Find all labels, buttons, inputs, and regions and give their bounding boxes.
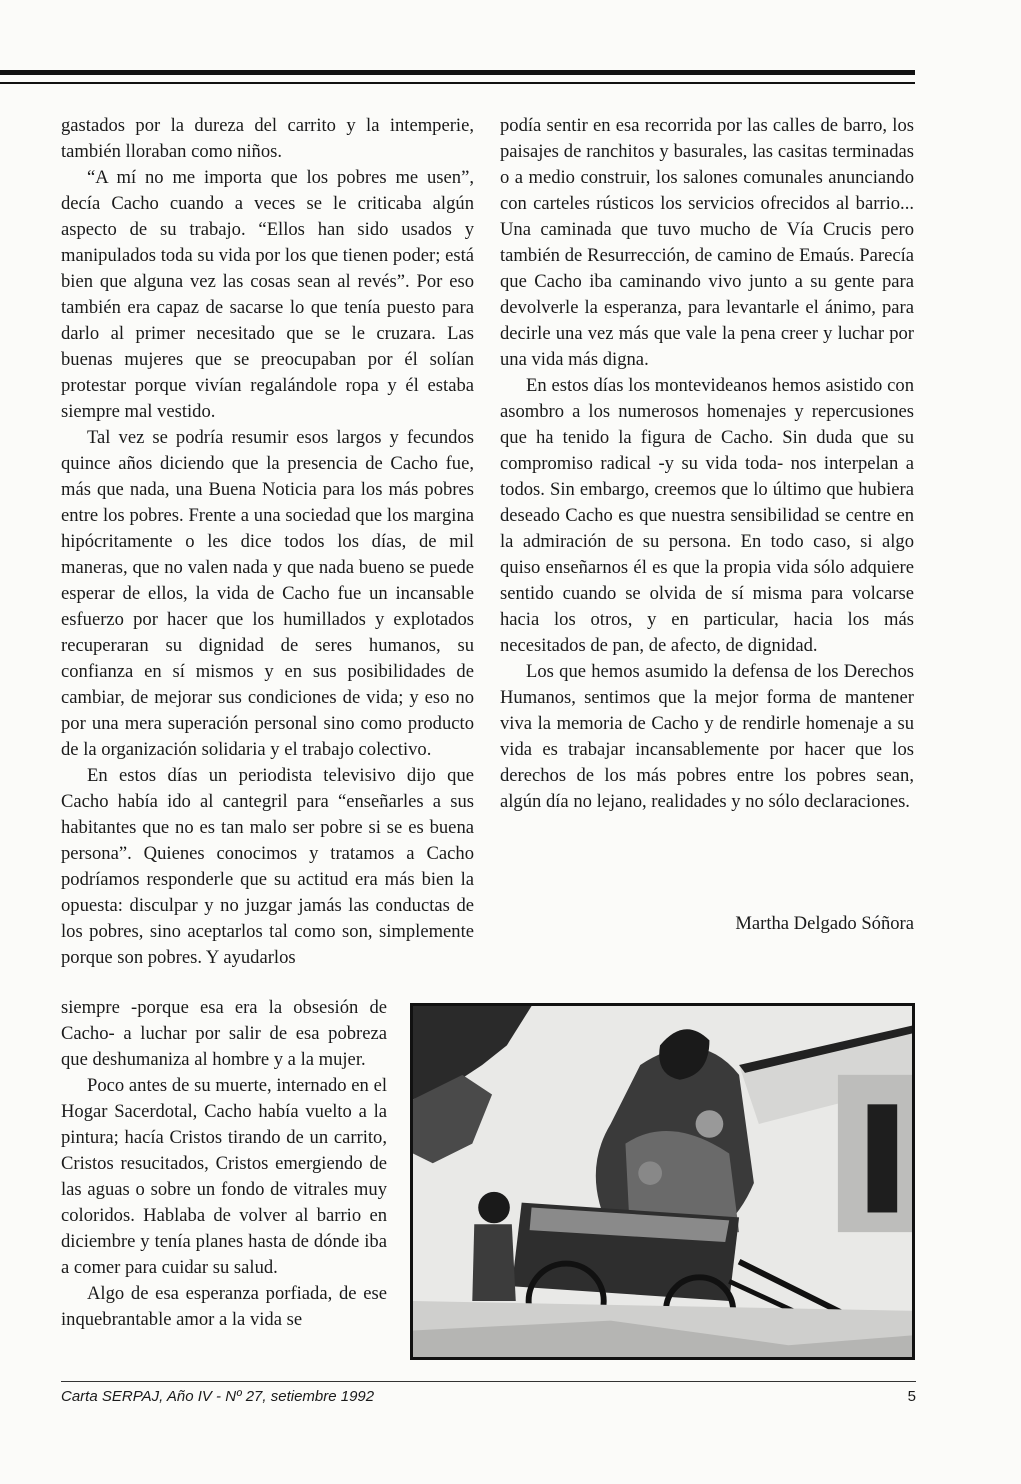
paragraph: gastados por la dureza del carrito y la intemperie, también lloraban como niños.	[61, 115, 474, 162]
paragraph: Algo de esa esperanza porfiada, de ese inquebrantable amor a la vida se	[61, 1283, 387, 1330]
footer-publication: Carta SERPAJ, Año IV - Nº 27, setiembre 1992	[61, 1388, 375, 1405]
paragraph: Poco antes de su muerte, internado en el Hogar Sacerdotal, Cacho había vuelto a la pintura; hacía Cristos tirando de un carrito, Cristos resucitados, Cristos emergiendo de las aguas o sobre un fondo de vitrales muy coloridos. Hablaba de volver al barrio en diciembre y tenía planes hasta de dónde iba a comer para cuidar su salud.	[61, 1075, 387, 1278]
right-column	[500, 113, 914, 815]
photo-image	[413, 1006, 912, 1357]
header-rule-thick	[0, 70, 915, 75]
page-number: 5	[907, 1388, 916, 1405]
paragraph: En estos días un periodista televisivo dijo que Cacho había ido al cantegril para “enseñarles a sus habitantes que no es tan malo ser pobre si se es buena persona”. Quienes conocimos y tratamos a Cacho podríamos responderle que su actitud era más bien la opuesta: disculpar y no juzgar jamás las conductas de los pobres, sino aceptarlos tal como son, simplemente porque son pobres. Y ayudarlos	[61, 765, 474, 968]
author-signature: Martha Delgado Sóñora	[735, 913, 914, 934]
photo-cart-procession	[410, 1003, 915, 1360]
header-rule-thin	[0, 82, 915, 84]
footer-rule	[61, 1381, 916, 1382]
paragraph: podía sentir en esa recorrida por las calles de barro, los paisajes de ranchitos y basurales, las casitas terminadas o a medio construir, los salones comunales anunciando con carteles rústicos los servicios ofrecidos al barrio... Una caminada que tuvo mucho de Vía Crucis pero también de Resurrección, de camino de Emaús. Parecía que Cacho iba caminando vivo junto a su gente para devolverle la esperanza, para levantarle el ánimo, para decirle una vez más que vale la pena creer y luchar por una vida más digna.	[500, 115, 914, 370]
left-column	[61, 113, 474, 971]
paragraph: “A mí no me importa que los pobres me usen”, decía Cacho cuando a veces se le criticaba algún aspecto de su trabajo. “Ellos han sido usados y manipulados toda su vida por los que tienen poder; está bien que alguna vez las cosas sean al revés”. Por eso también era capaz de sacarse lo que tenía puesto para darlo al primer necesitado que se le cruzara. Las buenas mujeres que se preocupaban por él solían protestar porque vivían regalándole ropa y él estaba siempre mal vestido.	[61, 167, 474, 422]
paragraph: Tal vez se podría resumir esos largos y fecundos quince años diciendo que la presencia de Cacho fue, más que nada, una Buena Noticia para los más pobres entre los pobres. Frente a una sociedad que los margina hipócritamente o les dice todos los días, de mil maneras, que no valen nada y que nada bueno se puede esperar de ellos, la vida de Cacho fue un incansable esfuerzo por hacer que los humillados y explotados recuperaran su dignidad de seres humanos, su confianza en sí mismos y en sus posibilidades de cambiar, de mejorar sus condiciones de vida; y eso no por una mera superación personal sino como producto de la organización solidaria y el trabajo colectivo.	[61, 427, 474, 760]
paragraph: En estos días los montevideanos hemos asistido con asombro a los numerosos homenajes y repercusiones que ha tenido la figura de Cacho. Sin duda que su compromiso radical -y su vida toda- nos interpelan a todos. Sin embargo, creemos que lo último que hubiera deseado Cacho es que nuestra sensibilidad se centre en la admiración de su persona. En todo caso, si algo quiso enseñarnos él es que la propia vida sólo adquiere sentido cuando se olvida de sí misma para volcarse hacia los otros, y en particular, hacia los más necesitados de pan, de afecto, de dignidad.	[500, 375, 914, 656]
paragraph: Los que hemos asumido la defensa de los Derechos Humanos, sentimos que la mejor forma de mantener viva la memoria de Cacho y de rendirle homenaje a su vida es trabajar incansablemente por hacer que los derechos de los más pobres entre los pobres sean, algún día no lejano, realidades y no sólo declaraciones.	[500, 661, 914, 812]
left-column-continued	[61, 995, 387, 1333]
paragraph: siempre -porque esa era la obsesión de Cacho- a luchar por salir de esa pobreza que deshumaniza al hombre y a la mujer.	[61, 997, 387, 1070]
